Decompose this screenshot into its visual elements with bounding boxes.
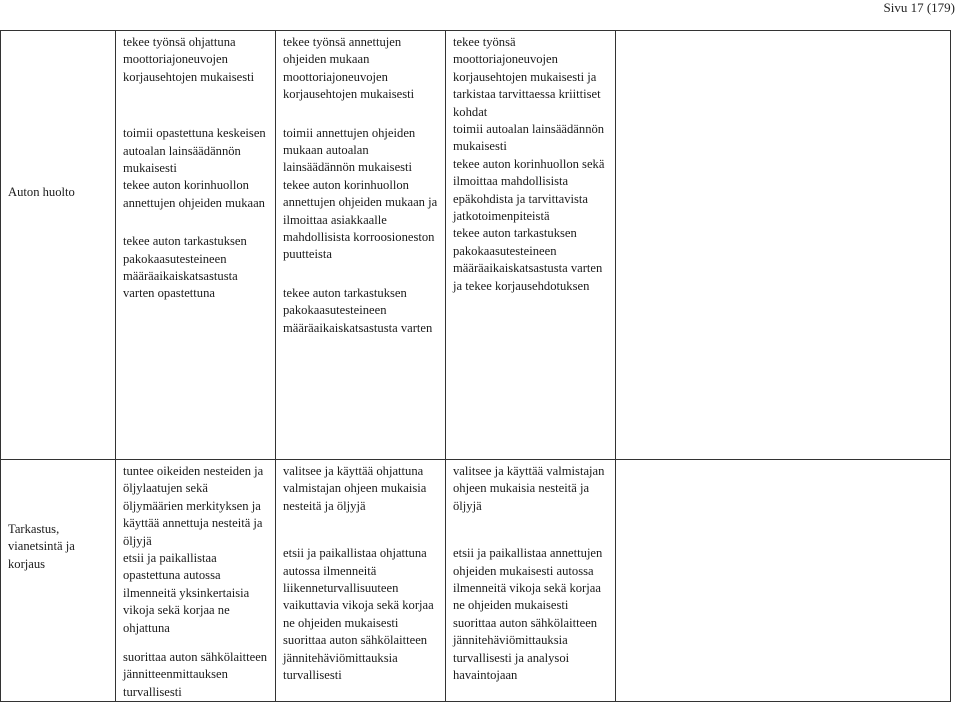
- criteria-cell-b: [276, 460, 446, 702]
- category-label: Tarkastus, vianetsintä ja korjaus: [8, 522, 75, 571]
- empty-cell: [616, 460, 951, 702]
- table-row: [1, 31, 951, 460]
- criterion-text: suorittaa auton sähkölaitteen jännitehäviömittauksia turvallisesti: [283, 633, 428, 683]
- criterion-text: toimii opastettuna keskeisen autoalan lainsäädännön mukaisesti: [123, 126, 266, 176]
- criterion-text: valitsee ja käyttää ohjattuna valmistajan ohjeen mukaisia nesteitä ja öljyjä: [283, 464, 427, 513]
- category-cell: [1, 31, 116, 460]
- criteria-table: [0, 30, 951, 702]
- criteria-cell-b: [276, 31, 446, 460]
- table-row: [1, 460, 951, 702]
- page-number: Sivu 17 (179): [883, 0, 955, 15]
- criterion-text: tekee auton korinhuollon annettujen ohjeiden mukaan: [123, 178, 265, 210]
- criterion-text: tekee auton tarkastuksen pakokaasutesteineen määräaikaiskatsastusta varten opastettuna: [123, 234, 247, 301]
- criteria-cell-c: [446, 31, 616, 460]
- criterion-text: tekee auton korinhuollon sekä ilmoittaa mahdollisista epäkohdista ja tarvittavista jatkotoimenpiteistä: [453, 156, 605, 224]
- criteria-cell-a: [116, 460, 276, 702]
- category-cell: [1, 460, 116, 702]
- category-label: Auton huolto: [8, 185, 75, 199]
- criterion-text: tekee auton korinhuollon annettujen ohjeiden mukaan ja ilmoittaa asiakkaalle mahdollisista korroosioneston puutteista: [283, 177, 438, 262]
- criterion-text: tekee työnsä annettujen ohjeiden mukaan moottoriajoneuvojen korjausehtojen mukaisesti: [283, 35, 415, 102]
- criterion-text: etsii ja paikallistaa opastettuna autossa ilmenneitä yksinkertaisia vikoja sekä korjaa ne ohjattuna: [123, 551, 250, 635]
- criterion-text: suorittaa auton sähkölaitteen jännitehäviömittauksia turvallisesti ja analysoi havaintojaan: [453, 615, 598, 683]
- criterion-text: toimii annettujen ohjeiden mukaan autoalan lainsäädännön mukaisesti: [283, 125, 416, 175]
- criterion-text: tuntee oikeiden nesteiden ja öljylaatujen sekä öljymäärien merkityksen ja käyttää annettuja nesteitä ja öljyjä: [123, 464, 264, 548]
- empty-cell: [616, 31, 951, 460]
- criterion-text: etsii ja paikallistaa ohjattuna autossa ilmenneitä liikenneturvallisuuteen vaikuttavia vikoja sekä korjaa ne ohjeiden mukaisesti: [283, 546, 434, 630]
- criteria-cell-c: [446, 460, 616, 702]
- criteria-cell-a: [116, 31, 276, 460]
- criterion-text: toimii autoalan lainsäädännön mukaisesti: [453, 122, 605, 154]
- criterion-text: tekee työnsä moottoriajoneuvojen korjausehtojen mukaisesti ja tarkistaa tarvittaessa kriittiset kohdat: [453, 35, 601, 119]
- criterion-text: tekee auton tarkastuksen pakokaasutesteineen määräaikaiskatsastusta varten ja tekee korjausehdotuksen: [453, 226, 603, 293]
- criterion-text: etsii ja paikallistaa annettujen ohjeiden mukaisesti autossa ilmenneitä vikoja sekä korjaa ne ohjeiden mukaisesti: [453, 546, 603, 613]
- criterion-text: tekee auton tarkastuksen pakokaasutesteineen määräaikaiskatsastusta varten: [283, 285, 433, 335]
- criterion-text: valitsee ja käyttää valmistajan ohjeen mukaisia nesteitä ja öljyjä: [453, 464, 605, 513]
- criterion-text: suorittaa auton sähkölaitteen jännitteenmittauksen turvallisesti: [123, 650, 268, 699]
- criterion-text: tekee työnsä ohjattuna moottoriajoneuvojen korjausehtojen mukaisesti: [123, 35, 255, 84]
